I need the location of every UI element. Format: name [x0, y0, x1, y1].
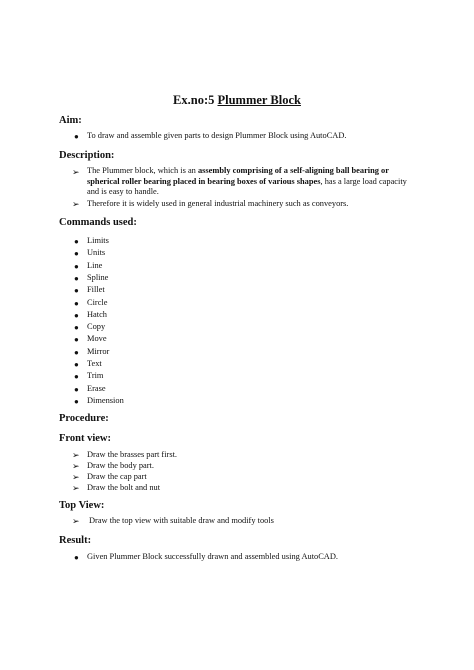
result-heading: Result: — [59, 535, 92, 546]
front-view-heading: Front view: — [59, 433, 112, 444]
command-item: Limits — [87, 236, 109, 245]
result-item: Given Plummer Block successfully drawn and assembled using AutoCAD. — [87, 552, 338, 561]
bullet-dot-icon: ● — [74, 553, 79, 562]
procedure-heading: Procedure: — [59, 413, 109, 424]
arrow-bullet-icon: ➢ — [72, 461, 80, 472]
bullet-dot-icon: ● — [74, 310, 79, 320]
arrow-bullet-icon: ➢ — [72, 516, 80, 526]
command-item: Units — [87, 248, 106, 258]
arrow-bullet-icon: ➢ — [72, 472, 80, 483]
description-heading: Description: — [59, 150, 115, 161]
bullet-dot-icon: ● — [74, 261, 79, 271]
top-view-heading: Top View: — [59, 500, 105, 511]
bullet-dot-icon: ● — [74, 249, 79, 259]
front-view-item: Draw the brasses part first. — [87, 450, 178, 459]
description-item-1-text-a: The Plummer block, which is an — [87, 166, 198, 175]
description-item-1 — [87, 166, 417, 198]
description-item-2: Therefore it is widely used in general industrial machinery such as conveyors. — [87, 199, 349, 208]
page-title — [0, 93, 474, 108]
front-view-item: Draw the cap part — [87, 472, 147, 482]
bullet-dot-icon: ● — [74, 132, 79, 141]
bullet-dot-icon: ● — [74, 323, 79, 333]
bullet-dot-icon: ● — [74, 273, 79, 283]
command-item: Line — [87, 260, 103, 270]
bullet-dot-icon: ● — [74, 396, 79, 406]
bullet-dot-icon: ● — [74, 384, 79, 394]
arrow-bullet-icon: ➢ — [72, 167, 80, 177]
command-item: Spline — [87, 272, 109, 282]
command-item: Mirror — [87, 346, 110, 356]
command-item: Move — [87, 334, 107, 344]
command-item: Erase — [87, 383, 106, 393]
title-prefix: Ex.no:5 — [173, 93, 218, 107]
aim-item: To draw and assemble given parts to design Plummer Block using AutoCAD. — [87, 131, 347, 140]
front-view-item: Draw the body part. — [87, 461, 154, 471]
description-item-1-bold: assembly comprising of a self-aligning ball bearing or spherical roller bearing placed in bearing boxes of various shapes — [87, 166, 389, 186]
bullet-dot-icon: ● — [74, 298, 79, 308]
title-main: Plummer Block — [217, 93, 301, 107]
top-view-item: Draw the top view with suitable draw and modify tools — [89, 516, 274, 525]
bullet-dot-icon: ● — [74, 237, 79, 246]
bullet-dot-icon: ● — [74, 347, 79, 357]
bullet-dot-icon: ● — [74, 372, 79, 382]
arrow-bullet-icon: ➢ — [72, 450, 80, 460]
bullet-dot-icon: ● — [74, 335, 79, 345]
command-item: Text — [87, 359, 102, 368]
arrow-bullet-icon: ➢ — [72, 199, 80, 209]
aim-heading: Aim: — [59, 115, 82, 126]
commands-heading: Commands used: — [59, 217, 137, 228]
command-item: Hatch — [87, 309, 107, 319]
front-view-item: Draw the bolt and nut — [87, 483, 161, 493]
command-item: Trim — [87, 371, 104, 381]
command-item: Dimension — [87, 395, 124, 405]
bullet-dot-icon: ● — [74, 286, 79, 296]
bullet-dot-icon: ● — [74, 360, 79, 369]
arrow-bullet-icon: ➢ — [72, 483, 80, 494]
command-item: Fillet — [87, 285, 105, 295]
command-item: Copy — [87, 322, 106, 332]
description-item-1-text-c: , has a large load capacity and is easy to handle. — [87, 176, 407, 197]
command-item: Circle — [87, 297, 108, 307]
